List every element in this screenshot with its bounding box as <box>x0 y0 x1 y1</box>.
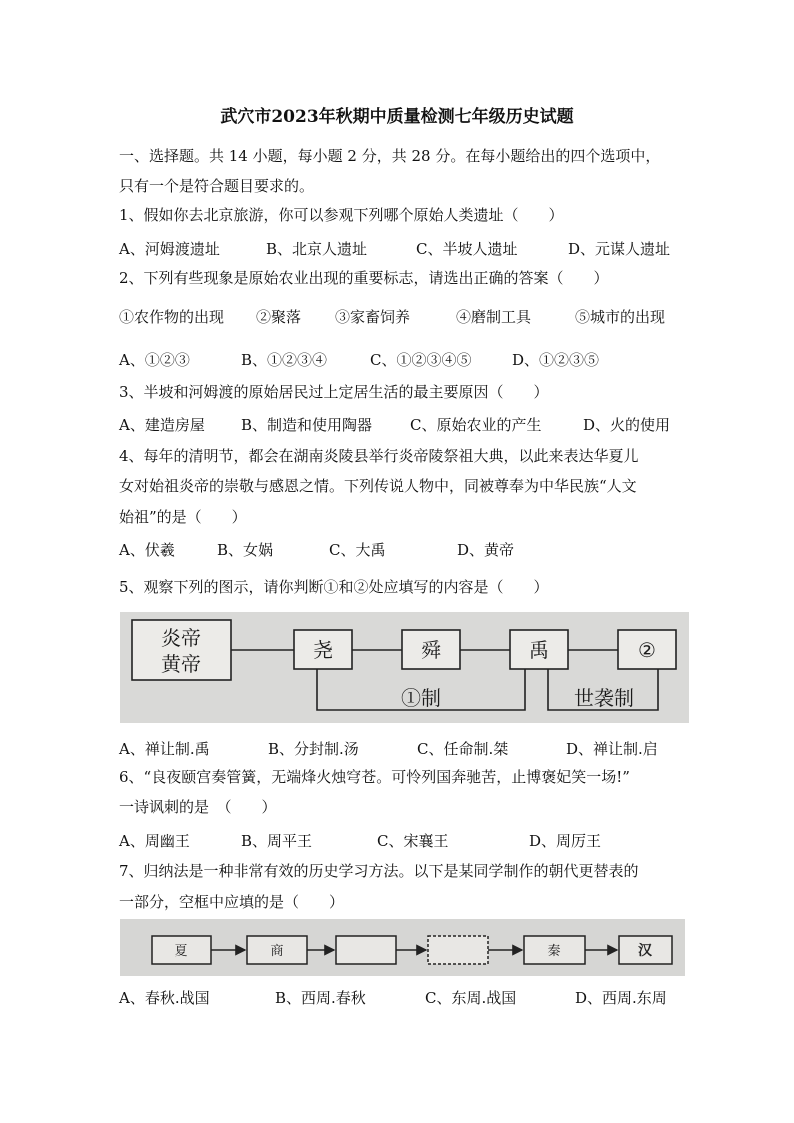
option-c[interactable]: C、东周.战国 <box>425 989 517 1007</box>
option-a[interactable]: A、周幽王 <box>119 832 190 850</box>
question-6-stem-line1: 6、“良夜颐宫奏管簧，无端烽火烛穹苍。可怜列国奔驰苦，止博褒妃笑一场!” <box>119 768 630 786</box>
box-shang: 商 <box>270 944 284 959</box>
option-a[interactable]: A、①②③ <box>119 351 190 369</box>
option-a[interactable]: A、建造房屋 <box>119 416 205 434</box>
question-5-stem: 5、观察下列的图示，请你判断①和②处应填写的内容是（ ） <box>119 578 549 596</box>
list-item: ⑤城市的出现 <box>575 308 666 326</box>
box-blank-2: ② <box>638 638 656 662</box>
option-b[interactable]: B、北京人遗址 <box>266 240 368 258</box>
option-b[interactable]: B、女娲 <box>217 541 274 559</box>
box-yandi: 炎帝 <box>161 626 201 650</box>
succession-diagram <box>120 612 689 723</box>
dynasty-sequence-diagram <box>120 919 685 976</box>
list-item: ③家畜饲养 <box>335 308 411 326</box>
option-b[interactable]: B、①②③④ <box>241 351 328 369</box>
option-d[interactable]: D、禅让制.启 <box>566 740 658 758</box>
option-b[interactable]: B、分封制.汤 <box>268 740 359 758</box>
exam-title: 武穴市2023年秋期中质量检测七年级历史试题 <box>220 107 574 127</box>
option-d[interactable]: D、元谋人遗址 <box>568 240 671 258</box>
box-shun: 舜 <box>421 638 441 662</box>
box-han: 汉 <box>638 943 652 959</box>
question-7-stem-line1: 7、归纳法是一种非常有效的历史学习方法。以下是某同学制作的朝代更替表的 <box>119 862 639 880</box>
option-c[interactable]: C、宋襄王 <box>377 832 449 850</box>
box-qin: 秦 <box>547 944 561 959</box>
option-d[interactable]: D、火的使用 <box>583 416 671 434</box>
question-7-stem-line2: 一部分，空框中应填的是（ ） <box>119 893 345 911</box>
option-b[interactable]: B、周平王 <box>241 832 313 850</box>
option-c[interactable]: C、半坡人遗址 <box>416 240 518 258</box>
question-1-stem: 1、假如你去北京旅游，你可以参观下列哪个原始人类遗址（ ） <box>119 206 564 224</box>
option-b[interactable]: B、制造和使用陶器 <box>241 416 373 434</box>
option-d[interactable]: D、黄帝 <box>457 541 515 559</box>
question-6-stem-line2: 一诗讽刺的是 （ ） <box>119 798 277 816</box>
list-item: ①农作物的出现 <box>119 308 225 326</box>
option-c[interactable]: C、大禹 <box>329 541 386 559</box>
label-system-1: ①制 <box>401 686 441 710</box>
question-2-stem: 2、下列有些现象是原始农业出现的重要标志，请选出正确的答案（ ） <box>119 269 609 287</box>
question-4-stem-line1: 4、每年的清明节，都会在湖南炎陵县举行炎帝陵祭祖大典，以此来表达华夏儿 <box>119 447 639 465</box>
question-4-stem-line2: 女对始祖炎帝的崇敬与感恩之情。下列传说人物中，同被尊奉为中华民族“人文 <box>119 477 637 495</box>
box-huangdi: 黄帝 <box>161 652 201 676</box>
option-a[interactable]: A、河姆渡遗址 <box>119 240 220 258</box>
box-yao: 尧 <box>313 638 333 662</box>
box-yu: 禹 <box>529 638 549 662</box>
option-d[interactable]: D、①②③⑤ <box>512 351 600 369</box>
option-a[interactable]: A、伏羲 <box>119 541 175 559</box>
option-b[interactable]: B、西周.春秋 <box>275 989 366 1007</box>
option-d[interactable]: D、西周.东周 <box>575 989 667 1007</box>
option-a[interactable]: A、春秋.战国 <box>119 989 210 1007</box>
section-instruction-line1: 一、选择题。共 14 小题，每小题 2 分，共 28 分。在每小题给出的四个选项中， <box>119 147 661 165</box>
option-d[interactable]: D、周厉王 <box>529 832 602 850</box>
section-instruction-line2: 只有一个是符合题目要求的。 <box>119 177 315 195</box>
option-a[interactable]: A、禅让制.禹 <box>119 740 210 758</box>
question-4-stem-line3: 始祖”的是（ ） <box>119 508 247 526</box>
question-3-stem: 3、半坡和河姆渡的原始居民过上定居生活的最主要原因（ ） <box>119 383 549 401</box>
option-c[interactable]: C、原始农业的产生 <box>410 416 542 434</box>
option-c[interactable]: C、任命制.桀 <box>417 740 509 758</box>
box-xia: 夏 <box>174 944 188 959</box>
list-item: ②聚落 <box>256 308 302 326</box>
label-hereditary: 世袭制 <box>574 686 634 710</box>
list-item: ④磨制工具 <box>456 308 532 326</box>
option-c[interactable]: C、①②③④⑤ <box>370 351 472 369</box>
